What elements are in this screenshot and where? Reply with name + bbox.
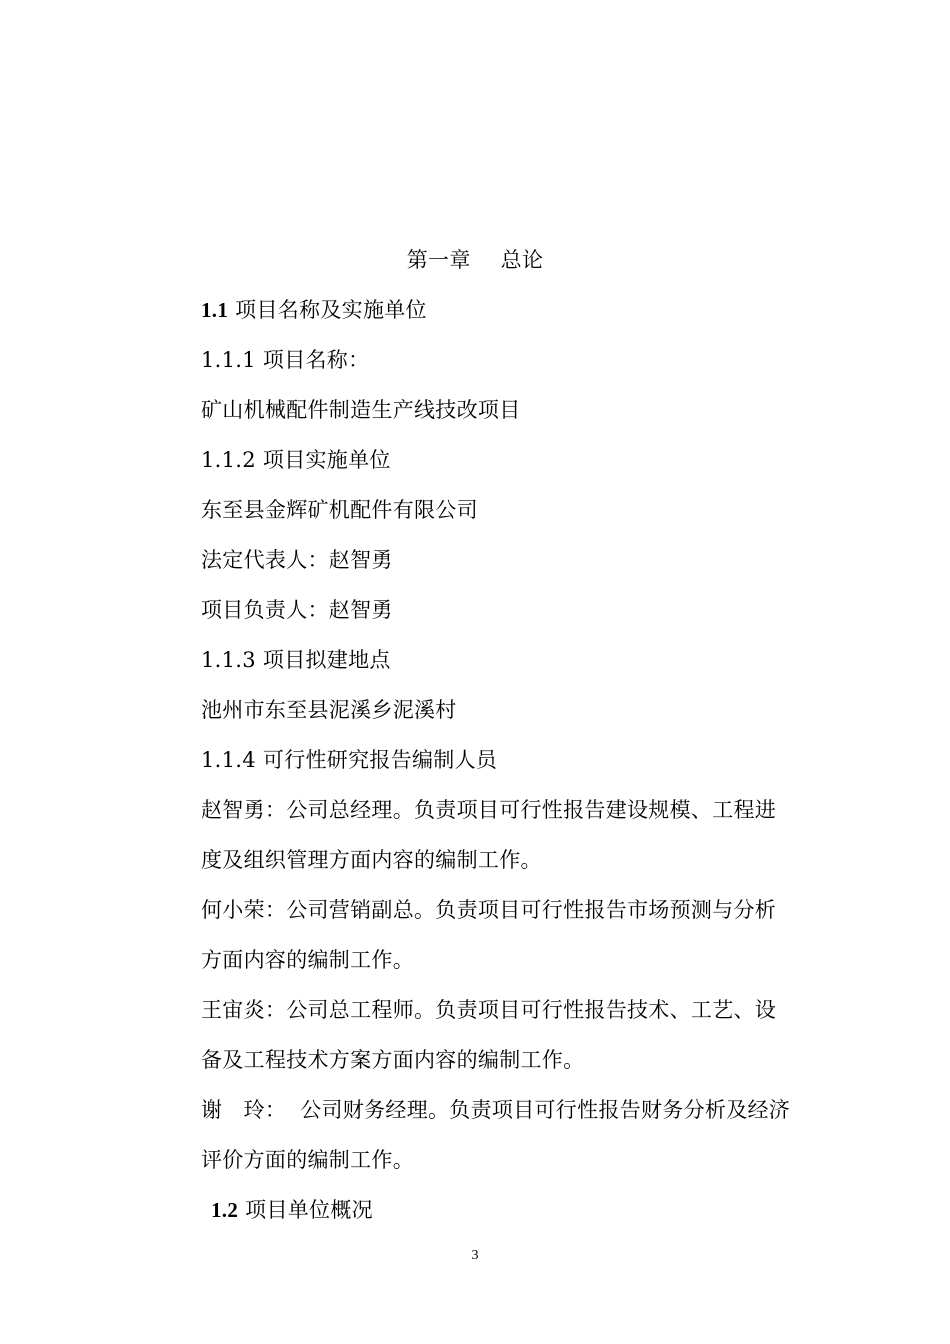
subsection-heading-1-1-4: 1.1.4 可行性研究报告编制人员 bbox=[201, 748, 498, 772]
section-number: 1.2 bbox=[211, 1198, 239, 1222]
section-number: 1.1 bbox=[201, 298, 229, 322]
staff-paragraph-4-line-2: 评价方面的编制工作。 bbox=[201, 1148, 414, 1172]
section-heading-1-1 bbox=[201, 295, 427, 325]
staff-paragraph-2-line-2: 方面内容的编制工作。 bbox=[201, 948, 414, 972]
section-title: 项目单位概况 bbox=[245, 1198, 373, 1222]
subsection-heading-1-1-1: 1.1.1 项目名称： bbox=[201, 348, 370, 372]
chapter-name: 总论 bbox=[500, 248, 544, 272]
legal-representative-text: 法定代表人：赵智勇 bbox=[201, 548, 393, 572]
section-heading-1-2 bbox=[211, 1195, 373, 1225]
staff-role-text: 公司财务经理。负责项目可行性报告财务分析及经济 bbox=[300, 1098, 791, 1122]
project-lead-text: 项目负责人：赵智勇 bbox=[201, 598, 393, 622]
staff-paragraph-3-line-2: 备及工程技术方案方面内容的编制工作。 bbox=[201, 1048, 585, 1072]
staff-paragraph-4-line-1 bbox=[201, 1095, 790, 1125]
subsection-heading-1-1-2: 1.1.2 项目实施单位 bbox=[201, 448, 391, 472]
project-name-text: 矿山机械配件制造生产线技改项目 bbox=[201, 398, 521, 422]
staff-paragraph-2-line-1: 何小荣：公司营销副总。负责项目可行性报告市场预测与分析 bbox=[201, 898, 777, 922]
staff-paragraph-1-line-2: 度及组织管理方面内容的编制工作。 bbox=[201, 848, 542, 872]
company-name-text: 东至县金辉矿机配件有限公司 bbox=[201, 498, 478, 522]
staff-name: 谢 玲： bbox=[201, 1098, 287, 1122]
subsection-heading-1-1-3: 1.1.3 项目拟建地点 bbox=[201, 648, 391, 672]
page-number: 3 bbox=[471, 1248, 479, 1263]
chapter-number: 第一章 bbox=[406, 248, 471, 272]
location-text: 池州市东至县泥溪乡泥溪村 bbox=[201, 698, 457, 722]
staff-paragraph-1-line-1: 赵智勇：公司总经理。负责项目可行性报告建设规模、工程进 bbox=[201, 798, 777, 822]
section-title: 项目名称及实施单位 bbox=[235, 298, 427, 322]
staff-paragraph-3-line-1: 王宙炎：公司总工程师。负责项目可行性报告技术、工艺、设 bbox=[201, 998, 777, 1022]
chapter-title bbox=[0, 245, 950, 275]
